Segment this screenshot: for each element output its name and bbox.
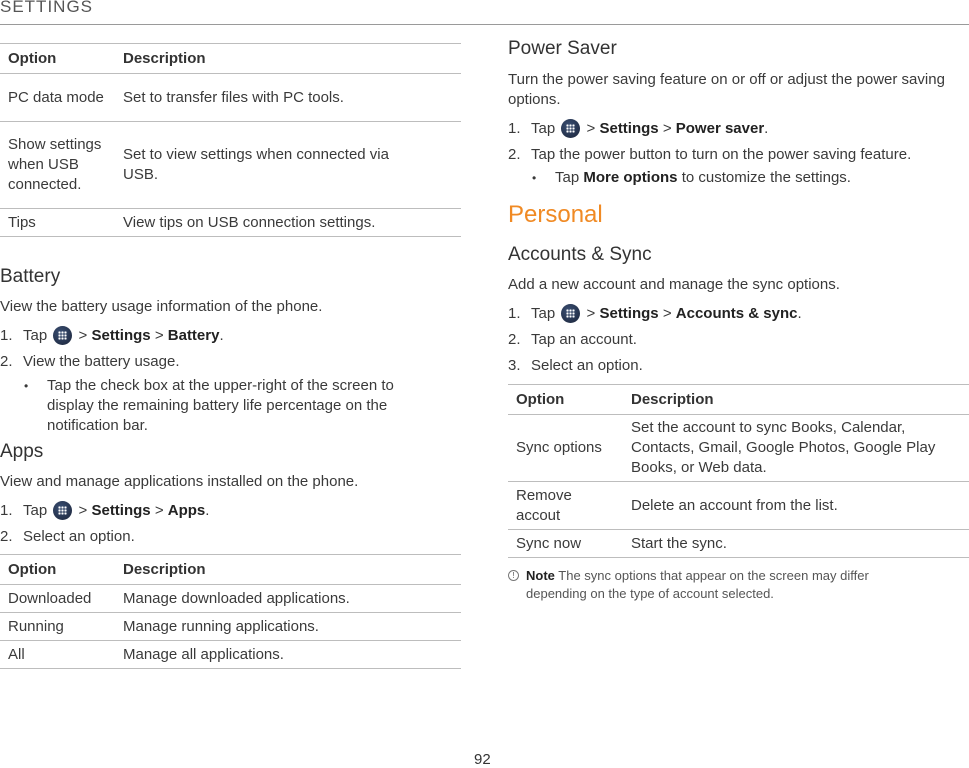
option-cell: PC data mode: [0, 74, 115, 122]
step-text: Select an option.: [531, 357, 643, 374]
bullet-text: Tap the check box at the upper-right of the screen to display the remaining battery life percentage on the notification bar.: [47, 377, 394, 434]
separator: >: [154, 327, 164, 344]
section-header: SETTINGS: [0, 0, 94, 16]
table-row: [0, 585, 461, 613]
power-saver-heading: Power Saver: [508, 38, 617, 59]
step-number: 1.: [0, 502, 13, 519]
step-text: Tap: [23, 502, 48, 519]
accounts-sync-intro: Add a new account and manage the sync options.: [508, 276, 840, 293]
column-header-option: Option: [508, 385, 623, 415]
option-cell: Show settings when USB connected.: [0, 122, 115, 209]
step-text: Tap: [531, 305, 556, 322]
separator: >: [154, 502, 164, 519]
description-cell: Manage running applications.: [115, 613, 461, 641]
bullet-dot: •: [532, 171, 537, 185]
power-saver-label: Power saver: [675, 120, 765, 137]
table-row: [508, 482, 969, 530]
header-divider: [0, 24, 969, 25]
battery-heading: Battery: [0, 266, 61, 287]
separator: >: [586, 305, 596, 322]
personal-heading: Personal: [508, 201, 603, 228]
step-text: Select an option.: [23, 528, 135, 545]
accounts-sync-label: Accounts & sync: [675, 305, 798, 322]
separator: >: [662, 120, 672, 137]
apps-icon: [53, 326, 72, 345]
more-options-label: More options: [583, 169, 678, 186]
option-cell: All: [0, 641, 115, 669]
apps-icon: [561, 304, 580, 323]
step-number: 2.: [0, 528, 13, 545]
column-header-option: Option: [0, 555, 115, 585]
separator: >: [78, 327, 88, 344]
info-icon: !: [508, 570, 519, 581]
battery-intro: View the battery usage information of the phone.: [0, 298, 323, 315]
table-header-row: [0, 44, 461, 74]
description-cell: Manage all applications.: [115, 641, 461, 669]
separator: >: [586, 120, 596, 137]
bullet-text: Tap: [555, 169, 580, 186]
step-number: 3.: [508, 357, 521, 374]
accounts-sync-heading: Accounts & Sync: [508, 244, 652, 265]
period: .: [797, 305, 802, 322]
bullet-dot: •: [24, 379, 29, 393]
separator: >: [78, 502, 88, 519]
option-cell: Downloaded: [0, 585, 115, 613]
period: .: [205, 502, 210, 519]
table-row: [0, 641, 461, 669]
period: .: [764, 120, 769, 137]
column-header-description: Description: [623, 385, 969, 415]
option-cell: Tips: [0, 209, 115, 237]
settings-label: Settings: [91, 327, 151, 344]
page-number: 92: [474, 751, 491, 768]
description-cell: Manage downloaded applications.: [115, 585, 461, 613]
option-cell: Sync options: [508, 415, 623, 482]
option-cell: Remove accout: [508, 482, 623, 530]
battery-label: Battery: [167, 327, 220, 344]
description-cell: View tips on USB connection settings.: [115, 209, 461, 237]
table-row: [0, 122, 461, 209]
apps-options-table: [0, 554, 461, 669]
sync-options-table: [508, 384, 969, 558]
step-text: Tap the power button to turn on the power saving feature.: [531, 146, 912, 163]
separator: >: [662, 305, 672, 322]
table-row: [0, 613, 461, 641]
step-number: 2.: [0, 353, 13, 370]
apps-label: Apps: [167, 502, 206, 519]
description-cell: Set to transfer files with PC tools.: [115, 74, 461, 122]
column-header-description: Description: [115, 555, 461, 585]
apps-intro: View and manage applications installed on the phone.: [0, 473, 359, 490]
note-label: Note: [526, 568, 555, 583]
option-cell: Sync now: [508, 530, 623, 558]
step-text: Tap an account.: [531, 331, 637, 348]
column-header-option: Option: [0, 44, 115, 74]
option-cell: Running: [0, 613, 115, 641]
table-row: [0, 209, 461, 237]
description-cell: Start the sync.: [623, 530, 969, 558]
description-cell: Delete an account from the list.: [623, 482, 969, 530]
step-text: Tap: [531, 120, 556, 137]
table-header-row: [0, 555, 461, 585]
apps-icon: [561, 119, 580, 138]
step-text: Tap: [23, 327, 48, 344]
apps-heading: Apps: [0, 441, 44, 462]
table-header-row: [508, 385, 969, 415]
table-row: [508, 415, 969, 482]
table-row: [508, 530, 969, 558]
step-number: 1.: [508, 120, 521, 137]
bullet-text: to customize the settings.: [681, 169, 851, 186]
step-number: 1.: [0, 327, 13, 344]
step-text: View the battery usage.: [23, 353, 180, 370]
settings-label: Settings: [599, 120, 659, 137]
step-number: 2.: [508, 146, 521, 163]
power-saver-intro: Turn the power saving feature on or off or adjust the power saving options.: [508, 71, 945, 108]
note-block: [508, 567, 928, 603]
step-number: 2.: [508, 331, 521, 348]
usb-options-table: [0, 43, 461, 237]
settings-label: Settings: [91, 502, 151, 519]
step-number: 1.: [508, 305, 521, 322]
description-cell: Set to view settings when connected via USB.: [115, 122, 461, 209]
description-cell: Set the account to sync Books, Calendar, Contacts, Gmail, Google Photos, Google Play Books, or Web data.: [623, 415, 969, 482]
note-text: The sync options that appear on the screen may differ depending on the type of account selected.: [526, 568, 869, 601]
column-header-description: Description: [115, 44, 461, 74]
apps-icon: [53, 501, 72, 520]
period: .: [219, 327, 224, 344]
table-row: [0, 74, 461, 122]
settings-label: Settings: [599, 305, 659, 322]
